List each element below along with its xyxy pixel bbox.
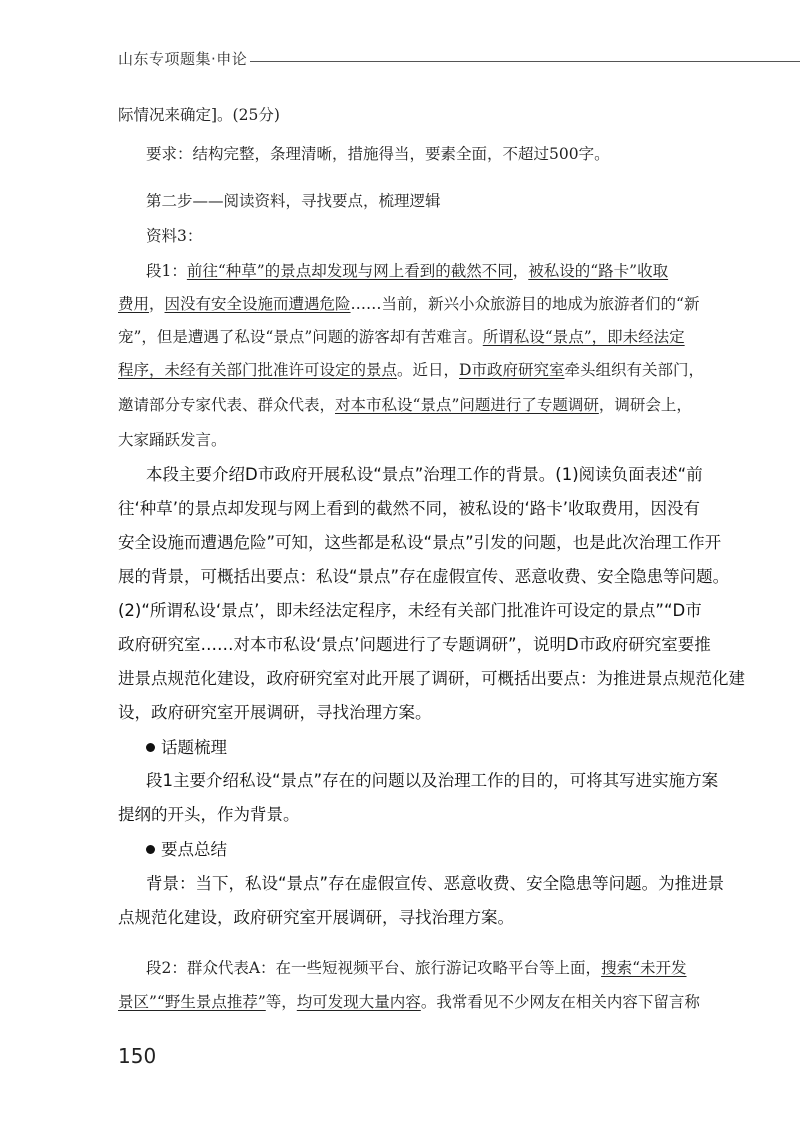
underlined-text: 前往“种草”的景点却发现与网上看到的截然不同 (186, 262, 513, 280)
text-line (118, 992, 700, 1012)
underlined-text: 所谓私设“景点”，即未经法定 (482, 328, 685, 346)
underlined-text: 费用 (118, 295, 150, 313)
text-span: 段2：群众代表A：在一些短视频平台、旅行游记攻略平台等上面， (146, 959, 602, 977)
text-line (146, 261, 668, 281)
bullet-icon (146, 743, 155, 752)
section-heading (146, 738, 227, 758)
text-span: 牵头组织有关部门， (564, 361, 704, 379)
text-span: 宠”，但是遭遇了私设“景点”问题的游客却有苦难言。 (118, 328, 483, 346)
analysis-line: (2)“所谓私设‘景点’，即未经法定程序，未经有关部门批准许可设定的景点”“D市 (118, 601, 702, 620)
analysis-line: 段1主要介绍私设“景点”存在的问题以及治理工作的目的，可将其写进实施方案 (146, 771, 719, 790)
analysis-line: 往‘种草’的景点却发现与网上看到的截然不同，被私设的‘路卡’收取费用，因没有 (118, 499, 700, 518)
text-span: ……当前，新兴小众旅游目的地成为旅游者们的“新 (350, 295, 700, 313)
text-span: ，调研会上， (598, 396, 692, 414)
text-span: ， (512, 262, 529, 280)
text-span: 邀请部分专家代表、群众代表， (118, 396, 336, 414)
text-span: 。我常看见不少网友在相关内容下留言称 (420, 993, 700, 1011)
text-line: 大家踊跃发言。 (118, 431, 227, 449)
text-line: 要求：结构完整，条理清晰，措施得当，要素全面，不超过500字。 (146, 145, 610, 163)
underlined-text: 均可发现大量内容 (296, 993, 421, 1011)
underlined-text: 被私设的“路卡”收取 (528, 262, 669, 280)
underlined-text: 对本市私设“景点”问题进行了专题调研 (335, 396, 599, 414)
underlined-text: D市政府研究室 (459, 361, 565, 379)
analysis-line: 安全设施而遭遇危险”可知，这些都是私设“景点”引发的问题，也是此次治理工作开 (118, 533, 722, 552)
text-line: 际情况来确定]。(25分) (118, 106, 280, 124)
text-line (118, 360, 704, 380)
analysis-line: 展的背景，可概括出要点：私设“景点”存在虚假宣传、恶意收费、安全隐患等问题。 (118, 567, 730, 586)
text-line (118, 294, 699, 314)
underlined-text: 因没有安全设施而遭遇危险 (164, 295, 351, 313)
header-rule (250, 61, 800, 62)
text-line (118, 395, 692, 415)
underlined-text: 景区”“野生景点推荐” (118, 993, 266, 1011)
analysis-line: 提纲的开头，作为背景。 (118, 805, 300, 824)
material-label: 资料3： (146, 227, 203, 245)
bullet-icon (146, 845, 155, 854)
analysis-line: 背景：当下，私设“景点”存在虚假宣传、恶意收费、安全隐患等问题。为推进景 (146, 874, 725, 893)
text-line (118, 327, 685, 347)
section-heading-label: 要点总结 (161, 840, 227, 859)
running-header (118, 48, 718, 74)
analysis-line: 点规范化建设，政府研究室开展调研，寻找治理方案。 (118, 908, 514, 927)
paragraph-label: 段1： (146, 262, 187, 280)
section-heading (146, 840, 227, 860)
analysis-line: 进景点规范化建设，政府研究室对此开展了调研，可概括出要点：为推进景点规范化建 (118, 669, 745, 688)
text-span: 。近日， (397, 361, 460, 379)
header-title: 山东专项题集·申论 (118, 50, 248, 68)
analysis-line: 政府研究室……对本市私设‘景点’问题进行了专题调研”，说明D市政府研究室要推 (118, 635, 711, 654)
step-heading: 第二步——阅读资料，寻找要点，梳理逻辑 (146, 192, 441, 210)
analysis-line: 本段主要介绍D市政府开展私设“景点”治理工作的背景。(1)阅读负面表述“前 (146, 465, 703, 484)
text-span: ， (149, 295, 165, 313)
section-heading-label: 话题梳理 (161, 738, 227, 757)
text-line (146, 958, 687, 978)
text-span: 等， (265, 993, 297, 1011)
underlined-text: 程序，未经有关部门批准许可设定的景点 (118, 361, 398, 379)
underlined-text: 搜索“未开发 (601, 959, 687, 977)
page-number: 150 (118, 1044, 157, 1068)
analysis-line: 设，政府研究室开展调研，寻找治理方案。 (118, 703, 432, 722)
